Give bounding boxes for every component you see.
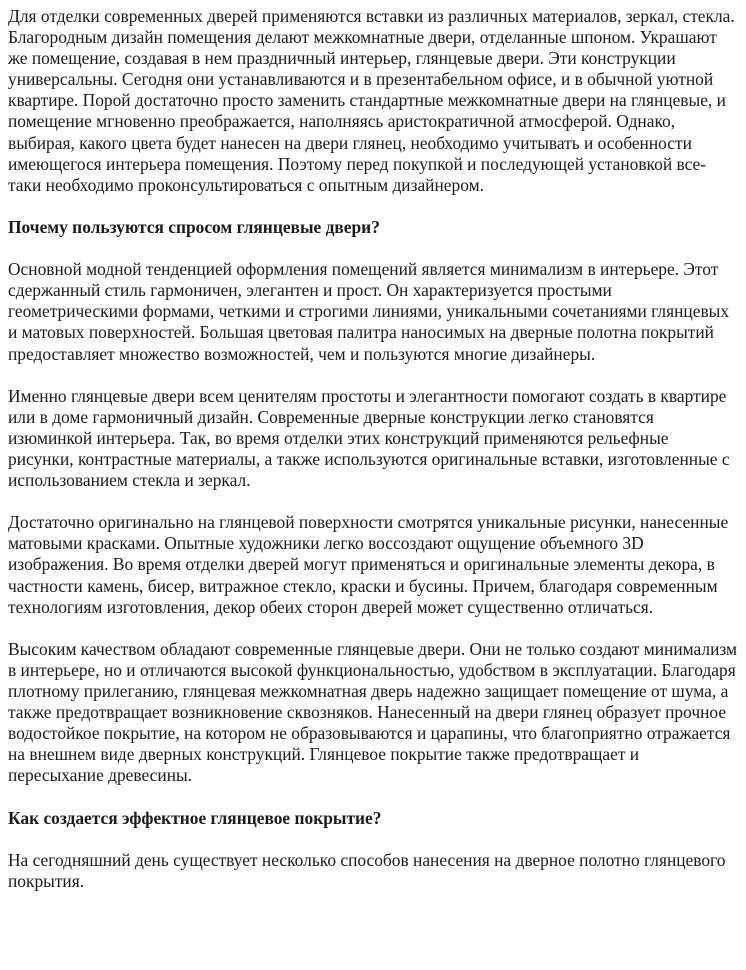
paragraph-methods: На сегодняшний день существует несколько способов нанесения на дверное полотно глянцевого покрытия. — [8, 849, 726, 891]
section-heading-how-created: Как создается эффектное глянцевое покрытие? — [8, 807, 382, 828]
paragraph-matte-patterns: Достаточно оригинально на глянцевой поверхности смотрятся уникальные рисунки, нанесенные матовыми красками. Опытные художники легко воссоздают ощущение объемного 3D изображения. Во время отделки дверей могут применяться и оригинальные элементы декора, в частности камень, бисер, витражное стекло, краски и бусины. Причем, благодаря современным технологиям изготовления, декор обеих сторон дверей может существенно отличаться. — [8, 512, 729, 617]
paragraph-quality: Высоким качеством обладают современные глянцевые двери. Они не только создают минимализм в интерьере, но и отличаются высокой функциональностью, удобством в эксплуатации. Благодаря плотному прилеганию, глянцевая межкомнатная дверь надежно защищает помещение от шума, а также предотвращает возникновение сквозняков. Нанесенный на двери глянец образует прочное водостойкое покрытие, на котором не образовываются и царапины, что благоприятно отражается на внешнем виде дверных конструкций. Глянцевое покрытие также предотвращает и пересыхание древесины. — [8, 638, 738, 786]
intro-paragraph: Для отделки современных дверей применяются вставки из различных материалов, зеркал, стекла. Благородным дизайн помещения делают межкомнатные двери, отделанные шпоном. Украшают же помещение, создавая в нем праздничный интерьер, глянцевые двери. Эти конструкции универсальны. Сегодня они устанавливаются и в презентабельном офисе, и в обычной уютной квартире. Порой достаточно просто заменить стандартные межкомнатные двери на глянцевые, и помещение мгновенно преображается, наполняясь аристократичной атмосферой. Однако, выбирая, какого цвета будет нанесен на двери глянец, необходимо учитывать и особенности имеющегося интерьера помещения. Поэтому перед покупкой и последующей установкой все-таки необходимо проконсультироваться с опытным дизайнером. — [8, 6, 735, 195]
paragraph-harmonious-design: Именно глянцевые двери всем ценителям простоты и элегантности помогают создать в квартире или в доме гармоничный дизайн. Современные дверные конструкции легко становятся изюминкой интерьера. Так, во время отделки этих конструкций применяются рельефные рисунки, контрастные материалы, а также используются оригинальные вставки, изготовленные с использованием стекла и зеркал. — [8, 385, 730, 491]
article-body — [0, 6, 746, 892]
paragraph-minimalism: Основной модной тенденцией оформления помещений является минимализм в интерьере. Этот сдержанный стиль гармоничен, элегантен и прост. Он характеризуется простыми геометрическими формами, четкими и строгими линиями, уникальными сочетаниями глянцевых и матовых поверхностей. Большая цветовая палитра наносимых на дверные полотна покрытий предоставляет множество возможностей, чем и пользуются многие дизайнеры. — [8, 259, 730, 364]
section-heading-why-popular: Почему пользуются спросом глянцевые двери? — [8, 216, 380, 237]
